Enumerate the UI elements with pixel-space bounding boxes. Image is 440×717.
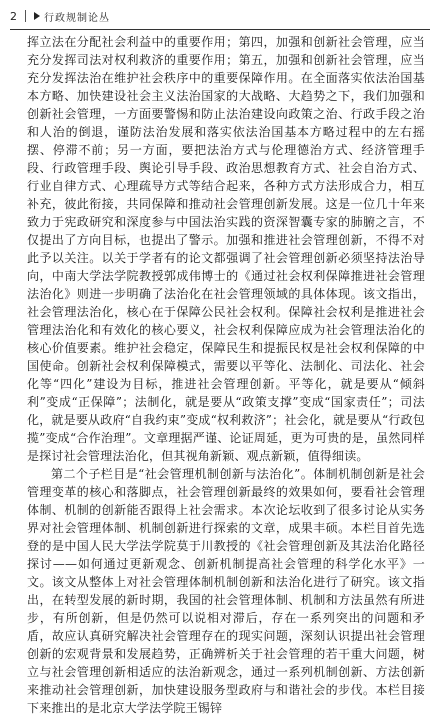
running-header <box>10 6 430 26</box>
journal-name: 行政规制论丛 <box>44 12 110 24</box>
triangle-marker-icon <box>34 12 40 20</box>
paragraph: 挥立法在分配社会利益中的重要作用；第四，加强和创新社会管理，应当充分发挥司法对权利救济的重要作用；第五，加强和创新社会管理，应当充分发挥法治在维护社会秩序中的重要保障作用。在全面落实依法治国基本方略、加快建设社会主义法治国家的大战略、大趋势之下，我们加强和创新社会管理，一方面要警惕和防止法治建设向政策之治、行政手段之治和人治的倒退，谨防法治发展和落实依法治国基本方略过程中的左右摇摆、停滞不前；另一方面，要把法治方式与伦理德治方式、经济管理手段、行政管理手段、舆论引导手段、政治思想教育方式、社会自治方式、行业自律方式、心理疏导方式等结合起来，各种方式方法形成合力，相互补充，彼此衔接，共同保障和推动社会管理创新发展。这是一位几十年来致力于宪政研究和深度参与中国法治实践的资深智囊专家的肺腑之言，不仅提出了方向目标，也提出了警示。加强和推进社会管理创新，不得不对此予以关注。以关于学者有的论文都强调了社会管理创新必须坚持法治导向，中南大学法学院教授郭成伟博士的《通过社会权利保障推进社会管理法治化》则进一步明确了法治化在社会管理领域的具体体现。该文指出，社会管理法治化，核心在于保障公民社会权利。保障社会权利是推进社会管理法治化和有效化的核心要义，社会权利保障应成为社会管理法治化的核心价值要素。维护社会稳定，保障民生和提振民权是社会权利保障的中国使命。创新社会权利保障模式，需要以平等化、法制化、司法化、社会化等“四化”建设为目标，推进社会管理创新。平等化，就是要从“倾斜利”变成“正保障”；法制化，就是要从“政策支撑”变成“国家责任”；司法化，就是要从政府“自我约束”变成“权利救济”；社会化，就是要从“行政包揽”变成“合作治理”。文章理据严谨、论证周延，更为可贵的是，虽然同样是探讨社会管理法治化，但其视角新颖、观点新颖，值得细读。 <box>27 35 425 463</box>
paragraph: 第二个子栏目是“社会管理机制创新与法治化”。体制机制创新是社会管理变革的核心和落脚点，社会管理创新最终的效果如何，要看社会管理体制、机制的创新能否跟得上社会需求。本次论坛收到了很多讨论从实务界对社会管理体制、机制创新进行探索的文章，成果丰硕。本栏目首先选登的是中国人民大学法学院莫于川教授的《社会管理创新及其法治化路径探讨——如何通过更新观念、创新机制提高社会管理的科学化水平》一文。该文从整体上对社会管理体制机制创新和法治化进行了研究。该文指出，在转型发展的新时期，我国的社会管理体制、机制和方法虽然有所进步，有所创新，但是仍然可以说相对滞后，存在一系列突出的问题和矛盾，故应认真研究解决社会管理存在的现实问题，深刻认识提出社会管理创新的宏观背景和发展趋势，正确辨析关于社会管理的若干重大问题，树立与社会管理创新相适应的法治新观念，通过一系列机制创新、方法创新来推动社会管理创新，加快建设服务型政府与和谐社会的步伐。本栏目接下来推出的是北京大学法学院王锡锌 <box>27 467 425 715</box>
page-number: 2 <box>10 9 17 23</box>
header-divider <box>25 10 26 22</box>
header-rule <box>10 29 430 30</box>
body-text <box>27 33 425 715</box>
